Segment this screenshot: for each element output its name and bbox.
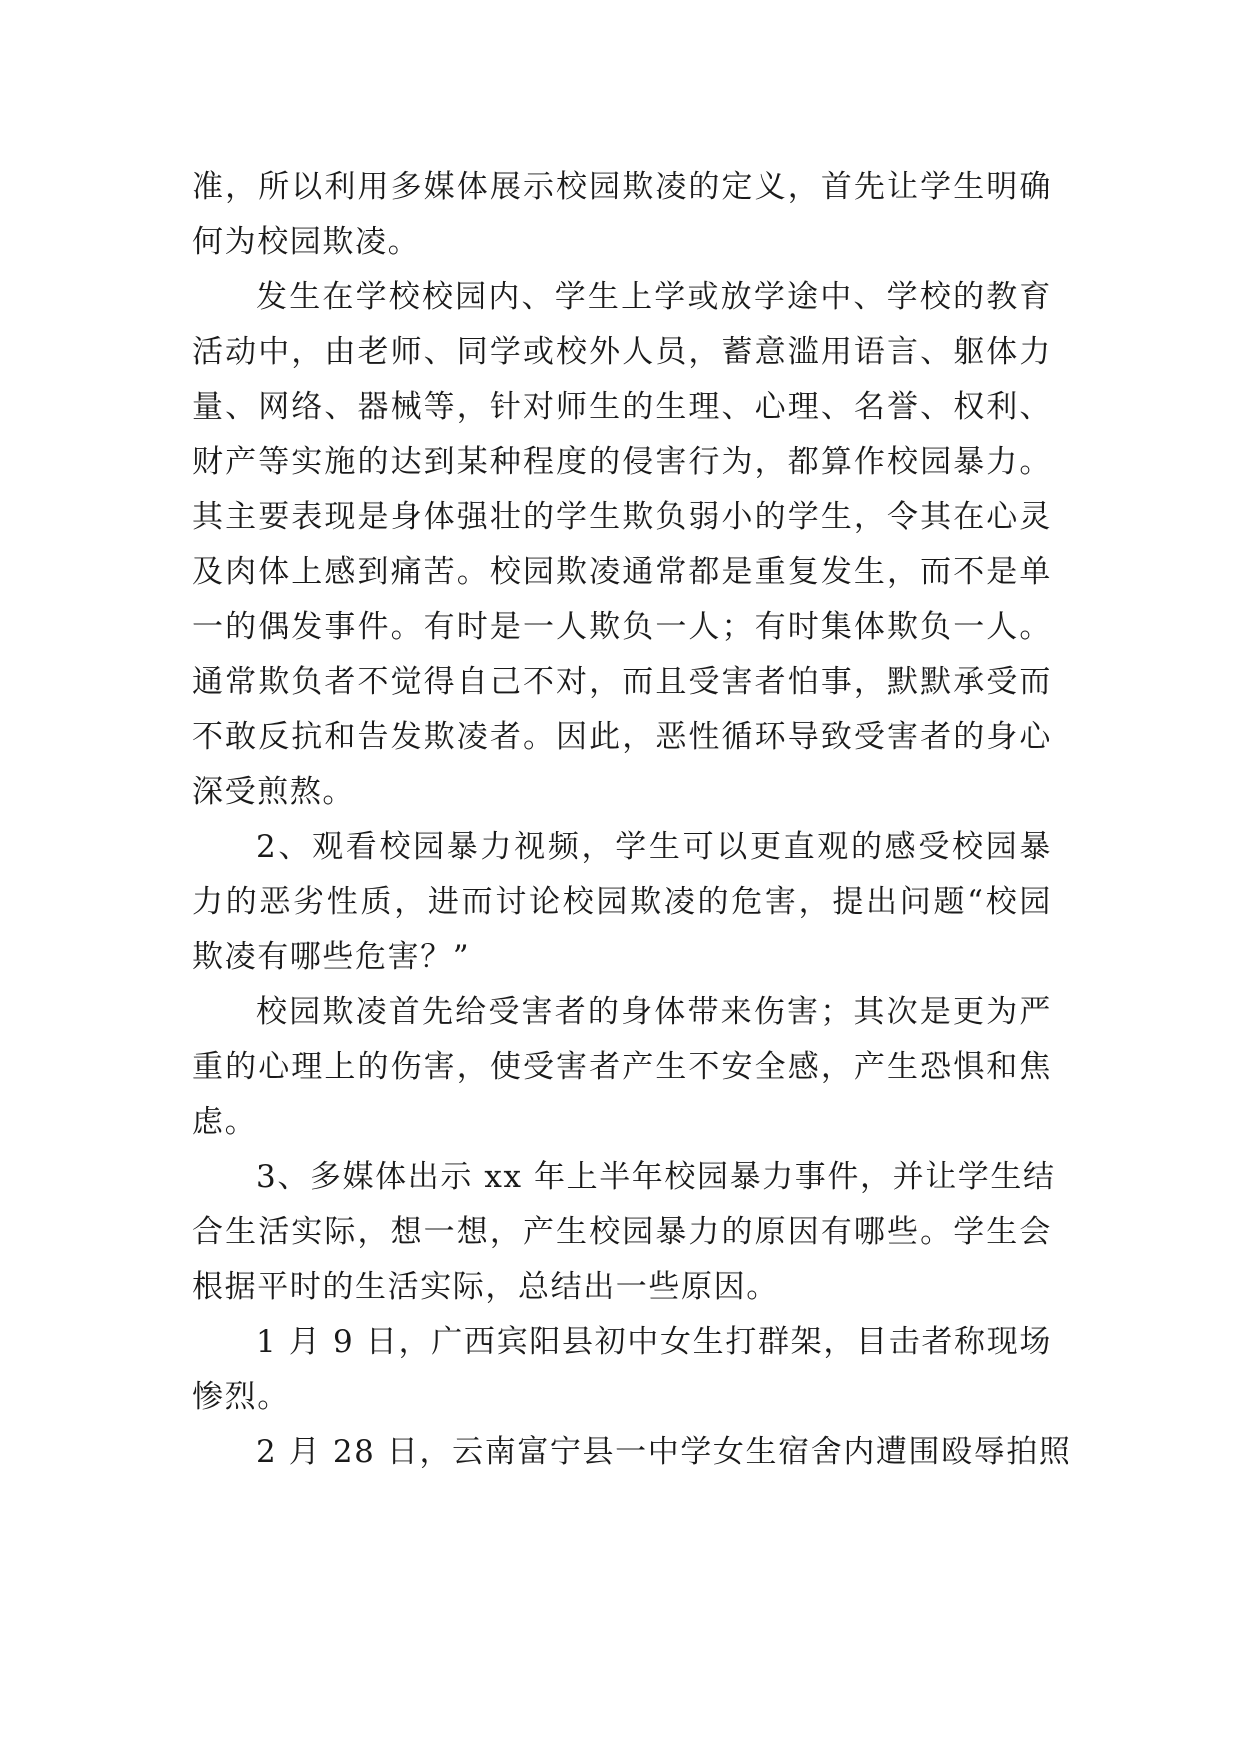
text-line: 2 月 28 日，云南富宁县一中学女生宿舍内遭围殴辱拍照 <box>256 1434 1072 1470</box>
text-line: 力的恶劣性质，进而讨论校园欺凌的危害，提出问题“校园 <box>192 884 1052 920</box>
text-line: 欺凌有哪些危害？” <box>192 939 471 975</box>
text-line: 合生活实际，想一想，产生校园暴力的原因有哪些。学生会 <box>192 1214 1052 1250</box>
text-line: 不敢反抗和告发欺凌者。因此，恶性循环导致受害者的身心 <box>192 719 1052 755</box>
text-line: 深受煎熬。 <box>192 774 355 810</box>
text-line: 一的偶发事件。有时是一人欺负一人；有时集体欺负一人。 <box>192 609 1052 645</box>
text-line: 其主要表现是身体强壮的学生欺负弱小的学生，令其在心灵 <box>192 499 1052 535</box>
text-line: 根据平时的生活实际，总结出一些原因。 <box>192 1269 779 1305</box>
text-line: 惨烈。 <box>192 1379 290 1415</box>
text-line: 量、网络、器械等，针对师生的生理、心理、名誉、权利、 <box>192 389 1052 425</box>
document-body <box>192 160 1072 1480</box>
text-line: 校园欺凌首先给受害者的身体带来伤害；其次是更为严 <box>256 994 1052 1030</box>
text-line: 财产等实施的达到某种程度的侵害行为，都算作校园暴力。 <box>192 444 1052 480</box>
text-line: 活动中，由老师、同学或校外人员，蓄意滥用语言、躯体力 <box>192 334 1052 370</box>
text-line: 准，所以利用多媒体展示校园欺凌的定义，首先让学生明确 <box>192 169 1052 205</box>
text-line: 虑。 <box>192 1104 258 1140</box>
text-line: 何为校园欺凌。 <box>192 224 421 260</box>
text-line: 3、多媒体出示 xx 年上半年校园暴力事件，并让学生结 <box>256 1159 1056 1195</box>
text-line: 及肉体上感到痛苦。校园欺凌通常都是重复发生，而不是单 <box>192 554 1052 590</box>
text-line: 1 月 9 日，广西宾阳县初中女生打群架，目击者称现场 <box>256 1324 1052 1360</box>
text-line: 2、观看校园暴力视频，学生可以更直观的感受校园暴 <box>256 829 1052 865</box>
text-line: 通常欺负者不觉得自己不对，而且受害者怕事，默默承受而 <box>192 664 1052 700</box>
text-line: 发生在学校校园内、学生上学或放学途中、学校的教育 <box>256 279 1052 315</box>
text-line: 重的心理上的伤害，使受害者产生不安全感，产生恐惧和焦 <box>192 1049 1052 1085</box>
